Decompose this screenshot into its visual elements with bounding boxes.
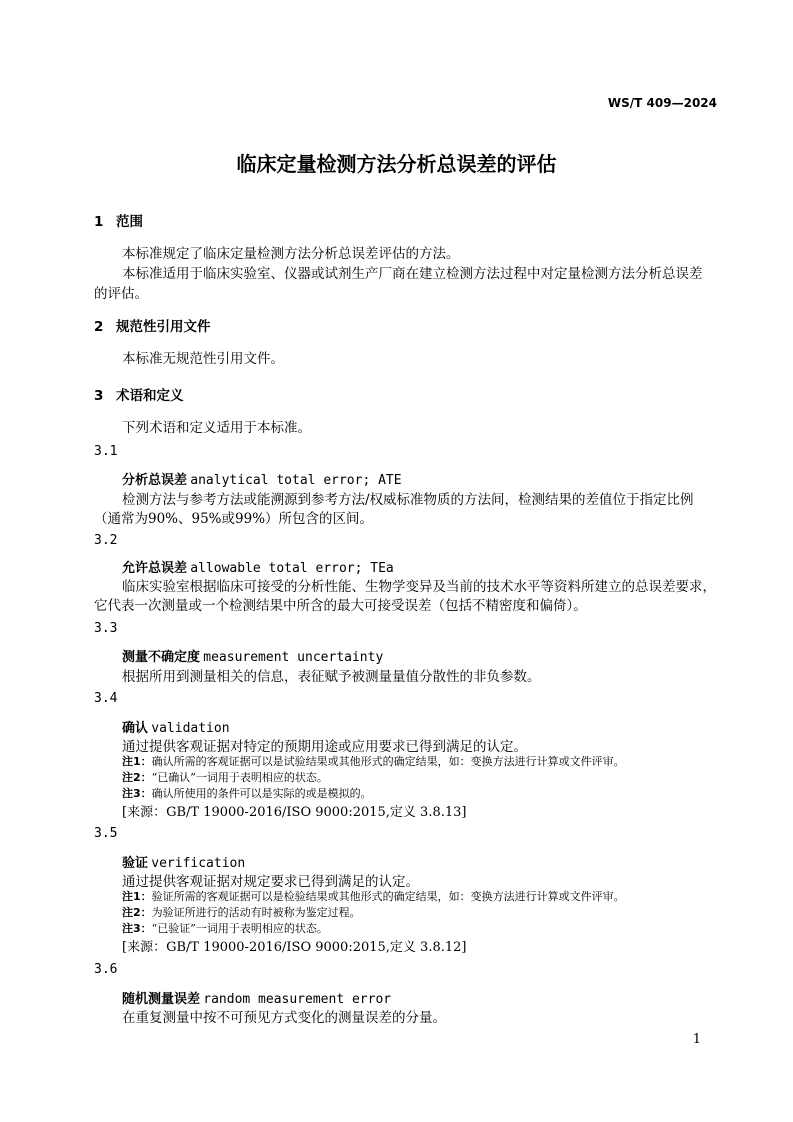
note-text: “已验证”一词用于表明相应的状态。 <box>151 922 328 935</box>
note-label: 注2： <box>122 771 152 784</box>
note-text: “已确认”一词用于表明相应的状态。 <box>151 771 328 784</box>
section-number: 2 <box>94 319 104 335</box>
term-entry <box>122 988 391 1007</box>
term-entry <box>122 557 394 576</box>
term-en: allowable total error; TEa <box>190 561 394 576</box>
section-heading-normative <box>94 315 211 335</box>
term-definition: 临床实验室根据临床可接受的分析性能、生物学变异及当前的技术水平等资料所建立的总误差要求， <box>122 579 716 595</box>
section-number: 3 <box>94 388 104 404</box>
clause-number: 3.3 <box>94 621 118 636</box>
note-text: 验证所需的客观证据可以是检验结果或其他形式的确定结果，如：变换方法进行计算或文件评审。 <box>151 890 625 903</box>
term-definition: 通过提供客观证据对规定要求已得到满足的认定。 <box>122 874 419 890</box>
term-zh: 随机测量误差 <box>122 992 201 1007</box>
term-en: validation <box>151 721 230 736</box>
section-number: 1 <box>94 214 104 230</box>
clause-number: 3.1 <box>94 444 118 459</box>
clause-number: 3.4 <box>94 691 118 706</box>
term-entry <box>122 469 402 488</box>
term-entry <box>122 717 230 736</box>
paragraph: 本标准无规范性引用文件。 <box>122 351 284 367</box>
section-heading-terms <box>94 384 184 404</box>
term-zh: 允许总误差 <box>122 561 188 576</box>
term-definition: （通常为90%、95%或99%）所包含的区间。 <box>94 511 374 527</box>
source-citation: [来源：GB/T 19000-2016/ISO 9000:2015,定义 3.8.12] <box>122 940 467 955</box>
note <box>122 753 625 769</box>
source-citation: [来源：GB/T 19000-2016/ISO 9000:2015,定义 3.8.13] <box>122 805 467 820</box>
term-en: verification <box>151 856 246 871</box>
section-title: 规范性引用文件 <box>116 319 211 335</box>
term-en: measurement uncertainty <box>203 650 384 665</box>
note-text: 确认所需的客观证据可以是试验结果或其他形式的确定结果，如：变换方法进行计算或文件评审。 <box>151 755 625 768</box>
note <box>122 920 328 936</box>
term-definition: 在重复测量中按不可预见方式变化的测量误差的分量。 <box>122 1010 446 1026</box>
section-heading-scope <box>94 210 143 230</box>
note <box>122 769 328 785</box>
paragraph: 下列术语和定义适用于本标准。 <box>122 420 311 436</box>
clause-number: 3.2 <box>94 533 118 548</box>
paragraph: 本标准规定了临床定量检测方法分析总误差评估的方法。 <box>122 246 460 262</box>
term-en: analytical total error; ATE <box>190 473 402 488</box>
note-label: 注3： <box>122 787 152 800</box>
note <box>122 785 372 801</box>
section-title: 术语和定义 <box>116 388 184 404</box>
standard-number: WS/T 409—2024 <box>607 96 717 110</box>
term-zh: 确认 <box>122 721 149 736</box>
note-label: 注3： <box>122 922 152 935</box>
term-zh: 验证 <box>122 856 149 871</box>
term-entry <box>122 852 245 871</box>
term-zh: 测量不确定度 <box>122 650 201 665</box>
paragraph: 本标准适用于临床实验室、仪器或试剂生产厂商在建立检测方法过程中对定量检测方法分析总误差 <box>122 266 703 282</box>
clause-number: 3.5 <box>94 826 118 841</box>
clause-number: 3.6 <box>94 962 118 977</box>
term-definition: 它代表一次测量或一个检测结果中所含的最大可接受误差（包括不精密度和偏倚）。 <box>94 598 587 614</box>
page-number: 1 <box>692 1032 701 1047</box>
note-text: 为验证所进行的活动有时被称为鉴定过程。 <box>151 906 361 919</box>
term-en: random measurement error <box>203 992 392 1007</box>
document-title: 临床定量检测方法分析总误差的评估 <box>236 152 557 176</box>
note <box>122 904 361 920</box>
term-definition: 根据所用到测量相关的信息，表征赋予被测量量值分散性的非负参数。 <box>122 669 541 685</box>
note-label: 注1： <box>122 890 152 903</box>
term-definition: 检测方法与参考方法或能溯源到参考方法/权威标准物质的方法间，检测结果的差值位于指定比例 <box>122 492 694 508</box>
term-definition: 通过提供客观证据对特定的预期用途或应用要求已得到满足的认定。 <box>122 739 527 755</box>
section-title: 范围 <box>116 214 143 230</box>
note-text: 确认所使用的条件可以是实际的或是模拟的。 <box>151 787 372 800</box>
note <box>122 888 625 904</box>
paragraph: 的评估。 <box>94 286 148 302</box>
note-label: 注1： <box>122 755 152 768</box>
term-entry <box>122 646 383 665</box>
term-zh: 分析总误差 <box>122 473 188 488</box>
note-label: 注2： <box>122 906 152 919</box>
